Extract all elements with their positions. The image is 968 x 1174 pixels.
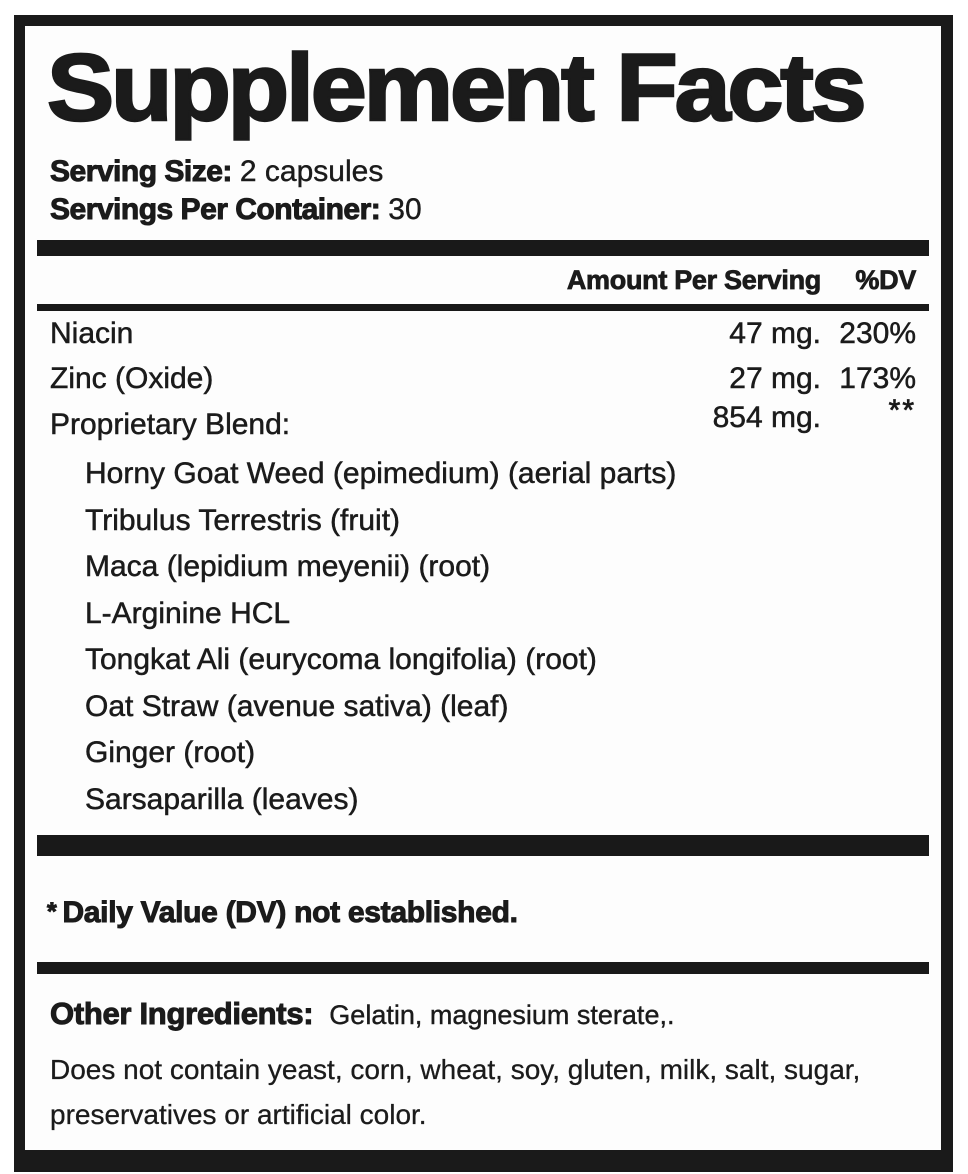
amount-per-serving-header: Amount Per Serving	[566, 264, 821, 295]
serving-size-value: 2 capsules	[239, 155, 384, 188]
footnote-text: Daily Value (DV) not established.	[62, 896, 518, 929]
panel-title: Supplement Facts	[47, 35, 864, 141]
nutrient-dv: 230%	[839, 316, 916, 350]
table-header-row	[50, 256, 916, 304]
footnote-asterisk: *	[47, 898, 57, 926]
thick-divider-top	[37, 240, 929, 256]
proprietary-blend-list	[50, 451, 916, 823]
other-ingredients-value: Gelatin, magnesium sterate,.	[329, 1000, 675, 1030]
nutrient-amount: 27 mg.	[729, 361, 821, 395]
dv-header: %DV	[855, 264, 916, 295]
blend-ingredient: Maca (lepidium meyenii) (root)	[85, 550, 491, 583]
serving-size-line	[50, 153, 916, 191]
supplement-facts-panel	[14, 15, 953, 1172]
nutrient-dv: 173%	[839, 361, 916, 395]
blend-ingredient: Tongkat Ali (eurycoma longifolia) (root)	[85, 643, 597, 676]
table-row	[50, 393, 916, 448]
other-ingredients-label: Other Ingredients:	[50, 996, 314, 1031]
nutrient-dv-asterisks: **	[888, 393, 916, 427]
blend-ingredient: Horny Goat Weed (epimedium) (aerial parts)	[85, 457, 677, 490]
thick-divider-middle	[37, 835, 929, 856]
table-row	[50, 311, 916, 356]
blend-ingredient: Tribulus Terrestris (fruit)	[85, 503, 401, 537]
thin-divider-header	[37, 304, 929, 311]
table-row	[50, 356, 916, 401]
disclaimer-line-2: preservatives or artificial color.	[50, 1099, 427, 1130]
servings-per-container-line	[50, 191, 916, 229]
nutrient-name: Proprietary Blend:	[50, 407, 291, 441]
nutrient-amount: 854 mg.	[712, 400, 821, 434]
blend-ingredient: Ginger (root)	[85, 736, 256, 769]
disclaimer-line-1: Does not contain yeast, corn, wheat, soy, gluten, milk, salt, sugar,	[50, 1054, 861, 1085]
nutrient-amount: 47 mg.	[729, 316, 821, 350]
blend-ingredient: Sarsaparilla (leaves)	[85, 782, 359, 816]
other-ingredients-line	[50, 994, 916, 1035]
blend-ingredient: Oat Straw (avenue sativa) (leaf)	[85, 689, 509, 723]
servings-per-container-label: Servings Per Container:	[50, 193, 381, 226]
serving-info	[50, 153, 916, 229]
daily-value-footnote	[47, 896, 916, 930]
nutrient-name: Zinc (Oxide)	[50, 361, 214, 395]
contains-disclaimer	[50, 1047, 916, 1137]
blend-ingredient: L-Arginine HCL	[85, 596, 291, 630]
serving-size-label: Serving Size:	[50, 155, 232, 188]
nutrient-name: Niacin	[50, 316, 134, 350]
servings-per-container-value: 30	[388, 193, 422, 226]
divider-other-ingredients	[37, 962, 929, 974]
